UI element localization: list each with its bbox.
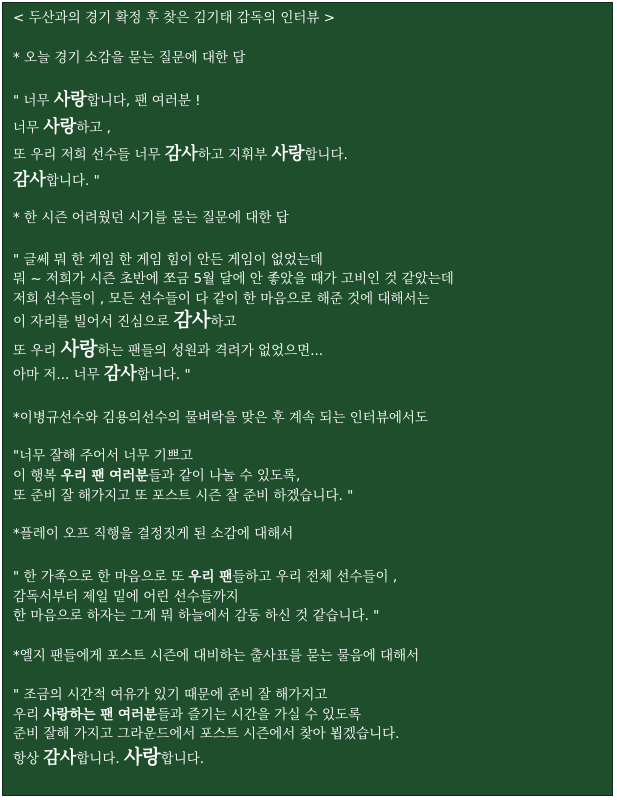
line-text: 뭐 ~ 저희가 시즌 초반에 쪼금 5월 달에 안 좋았을 때가 고비인 것 같았는데 (13, 271, 454, 287)
line-text: " 한 가족으로 한 마음으로 또 (13, 569, 189, 585)
text-line (13, 647, 419, 665)
text-line (13, 686, 327, 704)
text-line (13, 290, 430, 308)
line-text: 하고 (210, 314, 237, 330)
line-text: 우리 (13, 707, 44, 723)
text-line (13, 270, 454, 288)
emphasis-text: 감사 (164, 144, 198, 164)
line-text: "너무 잘해 주어서 너무 기쁘고 (13, 448, 193, 464)
emphasis-text: 사랑 (271, 144, 305, 164)
emphasis-text: 사랑 (53, 90, 87, 110)
interview-title: < 두산과의 경기 확정 후 찾은 김기태 감독의 인터뷰 > (13, 10, 336, 26)
line-text: 항상 (13, 751, 44, 767)
text-line (13, 340, 323, 360)
line-text: " 조금의 시간적 여유가 있기 때문에 준비 잘 해가지고 (13, 687, 328, 703)
text-line (13, 706, 361, 724)
line-text: 한 마음으로 하자는 그게 뭐 하늘에서 감동 하신 것 같습니다. " (13, 608, 380, 624)
line-text: 감독서부터 제일 밑에 어린 선수들까지 (13, 589, 239, 605)
line-text: 또 우리 저희 선수들 너무 (13, 147, 165, 163)
text-line (13, 525, 293, 543)
emphasis-text: 사랑 (60, 338, 98, 360)
text-line (13, 487, 353, 505)
line-text: * 오늘 경기 소감을 묻는 질문에 대한 답 (13, 50, 246, 66)
emphasis-text: 감사 (13, 170, 46, 190)
line-text: *플레이 오프 직행을 결정짓게 된 소감에 대해서 (13, 526, 294, 542)
emphasis-text: 감사 (173, 309, 211, 331)
line-text: *이병규선수와 김용의선수의 물벼락을 맞은 후 계속 되는 인터뷰에서도 (13, 410, 428, 426)
line-text: 들과 같이 나눌 수 있도록, (148, 468, 301, 484)
line-text: 하는 팬들의 성원과 격려가 없었으면... (97, 343, 324, 359)
text-line (13, 91, 201, 110)
text-line (13, 311, 236, 331)
line-text: 합니다. (160, 751, 205, 767)
text-line (13, 568, 397, 586)
line-text: 또 우리 (13, 343, 61, 359)
text-line (13, 365, 191, 384)
text-line (13, 251, 323, 269)
interview-board (2, 2, 613, 796)
line-text: 합니다. " (45, 173, 100, 189)
line-text: 하고 지휘부 (197, 147, 272, 163)
text-line (13, 145, 348, 164)
line-text: 이 자리를 빌어서 진심으로 (13, 314, 174, 330)
emphasis-text: 사랑 (123, 746, 161, 768)
line-text: 합니다. (304, 147, 348, 163)
emphasis-text: 우리 팬 여러분 (60, 468, 149, 484)
text-line (13, 588, 239, 606)
text-line (13, 447, 193, 465)
text-line (13, 209, 289, 227)
emphasis-text: 감사 (43, 748, 77, 768)
text-line (13, 49, 245, 67)
line-text: 합니다, 팬 여러분 ! (86, 93, 201, 109)
line-text: " 글쎄 뭐 한 게임 한 게임 힘이 안든 게임이 없었는데 (13, 252, 323, 268)
line-text: 너무 (13, 120, 44, 136)
emphasis-text: 우리 팬 (188, 569, 233, 585)
text-line (13, 171, 100, 190)
emphasis-text: 사랑 (43, 117, 77, 137)
text-line (13, 409, 428, 427)
line-text: 아마 저... 너무 (13, 367, 104, 383)
line-text: 또 준비 잘 해가지고 또 포스트 시즌 잘 준비 하겠습니다. " (13, 488, 354, 504)
line-text: 합니다. " (136, 367, 191, 383)
line-text: 들과 즐기는 시간을 가실 수 있도록 (157, 707, 362, 723)
line-text: 들하고 우리 전체 선수들이 , (232, 569, 398, 585)
line-text: 하고 , (76, 120, 111, 136)
text-line (13, 467, 300, 485)
line-text: 합니다. (76, 751, 124, 767)
line-text: * 한 시즌 어려웠던 시기를 묻는 질문에 대한 답 (13, 210, 289, 226)
text-line (13, 725, 399, 743)
line-text: 준비 잘해 가지고 그라운드에서 포스트 시즌에서 찾아 뵙겠습니다. (13, 726, 400, 742)
emphasis-text: 감사 (103, 364, 137, 384)
text-line (13, 607, 379, 625)
line-text: *엘지 팬들에게 포스트 시즌에 대비하는 출사표를 묻는 물음에 대해서 (13, 648, 420, 664)
line-text: 저희 선수들이 , 모든 선수들이 다 같이 한 마음으로 해준 것에 대해서는 (13, 291, 430, 307)
text-line (13, 118, 111, 137)
emphasis-text: 사랑하는 팬 여러분 (43, 707, 158, 723)
line-text: " 너무 (13, 93, 54, 109)
text-line (13, 748, 204, 768)
line-text: 이 행복 (13, 468, 61, 484)
